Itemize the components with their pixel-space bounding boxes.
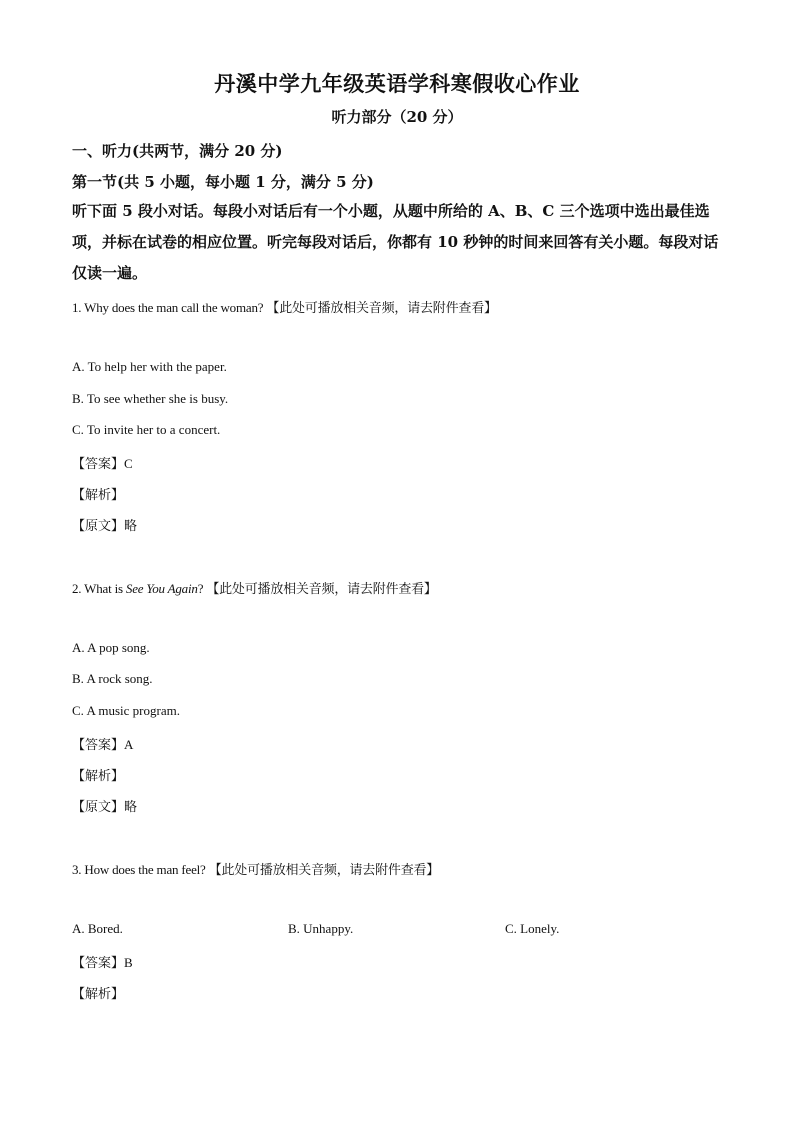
question-3-answer xyxy=(72,952,133,971)
question-1 xyxy=(72,297,497,316)
original-label: 【原文】 xyxy=(72,800,125,815)
section-heading: 一、听力(共两节，满分 20 分) xyxy=(72,142,283,160)
question-3-option-b: B. Unhappy. xyxy=(288,921,354,936)
question-1-original xyxy=(72,515,137,534)
page-title: 丹溪中学九年级英语学科寒假收心作业 xyxy=(214,71,580,96)
question-3-option-a: A. Bored. xyxy=(72,921,123,936)
question-2-analysis: 【解析】 xyxy=(72,769,125,784)
question-1-option-c: C. To invite her to a concert. xyxy=(72,422,221,437)
answer-label: 【答案】 xyxy=(72,457,125,472)
question-2-option-b: B. A rock song. xyxy=(72,671,153,686)
question-2-original xyxy=(72,796,137,815)
audio-note[interactable]: 【此处可播放相关音频，请去附件查看】 xyxy=(206,582,437,597)
question-1-text: 1. Why does the man call the woman? xyxy=(72,300,264,315)
question-1-answer xyxy=(72,453,133,472)
question-2-text-suffix: ? xyxy=(197,581,204,596)
subsection-heading: 第一节(共 5 小题，每小题 1 分，满分 5 分) xyxy=(72,173,374,191)
answer-label: 【答案】 xyxy=(72,738,125,753)
question-3 xyxy=(72,859,439,878)
question-2-option-c: C. A music program. xyxy=(72,703,180,718)
answer-label: 【答案】 xyxy=(72,956,125,971)
question-2-text-prefix: 2. What is xyxy=(72,581,126,596)
question-2-song-title: See You Again xyxy=(125,581,198,596)
answer-value: A xyxy=(124,737,134,752)
audio-note[interactable]: 【此处可播放相关音频，请去附件查看】 xyxy=(266,301,497,316)
question-2 xyxy=(72,578,437,597)
original-value: 略 xyxy=(124,800,138,815)
instructions: 听下面 5 段小对话。每段小对话后有一个小题，从题中所给的 A、B、C 三个选项中选出最佳选项，并标在试卷的相应位置。听完每段对话后，你都有 10 秒钟的时间来回答有关小题。每段对话仅读一遍。 xyxy=(72,202,719,282)
page-subtitle: 听力部分（20 分） xyxy=(331,108,463,126)
question-1-analysis: 【解析】 xyxy=(72,488,125,503)
audio-note[interactable]: 【此处可播放相关音频，请去附件查看】 xyxy=(208,863,440,878)
answer-value: B xyxy=(124,955,133,970)
question-2-answer xyxy=(72,734,133,753)
question-3-text: 3. How does the man feel? xyxy=(72,862,206,877)
question-1-option-a: A. To help her with the paper. xyxy=(72,359,227,374)
original-value: 略 xyxy=(124,519,138,534)
question-3-analysis: 【解析】 xyxy=(72,987,125,1002)
original-label: 【原文】 xyxy=(72,519,125,534)
answer-value: C xyxy=(124,456,133,471)
question-2-option-a: A. A pop song. xyxy=(72,640,150,655)
question-3-option-c: C. Lonely. xyxy=(505,921,560,936)
question-1-option-b: B. To see whether she is busy. xyxy=(72,391,229,406)
